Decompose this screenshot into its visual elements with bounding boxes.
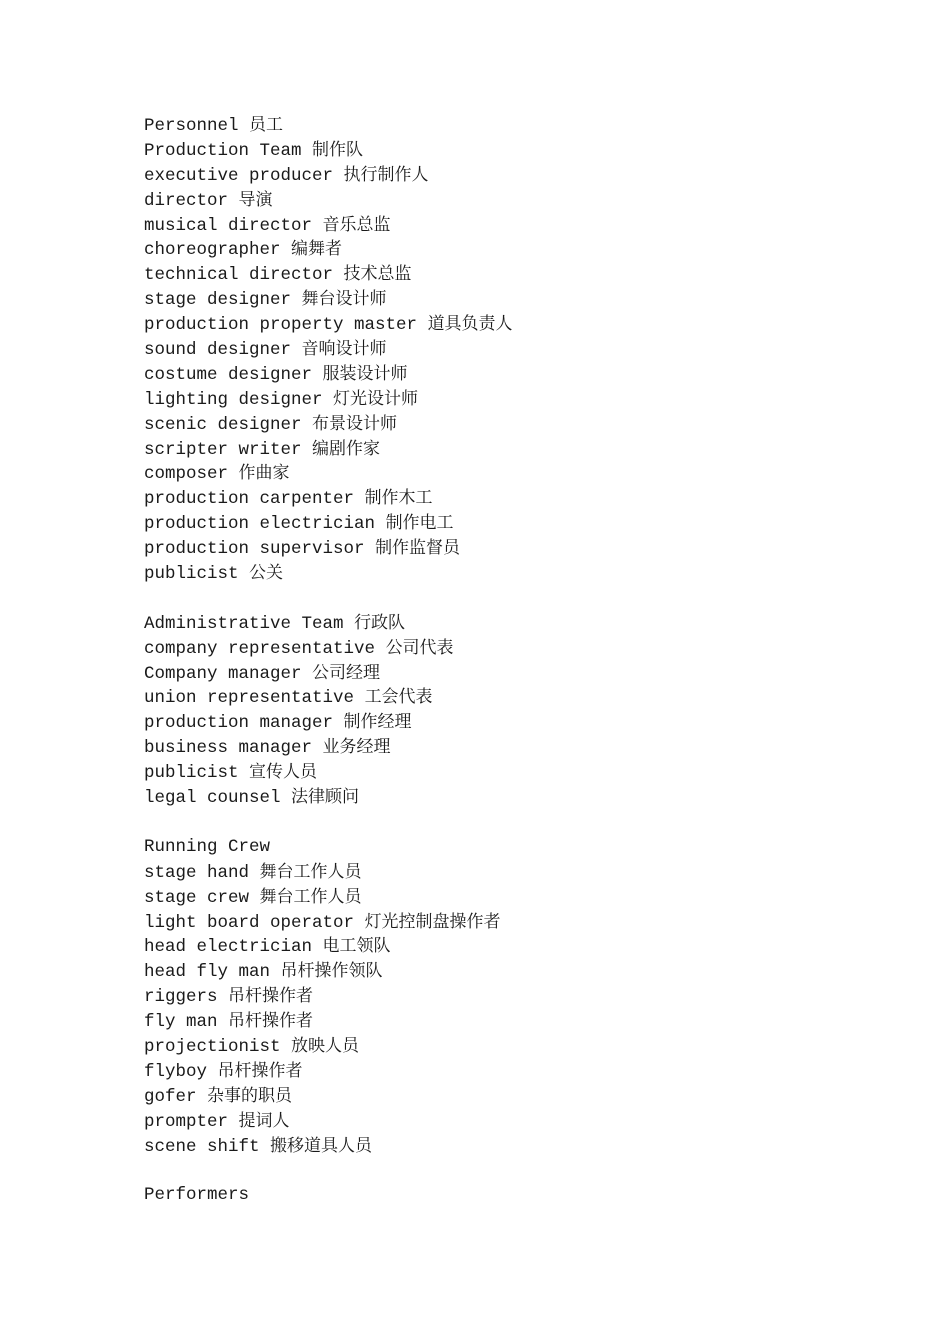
entry-term-zh: 搬移道具人员 — [270, 1135, 373, 1156]
glossary-entry — [144, 685, 924, 710]
glossary-entry — [144, 661, 924, 686]
entry-term-zh: 编剧作家 — [312, 438, 381, 459]
entry-term-zh: 服装设计师 — [322, 363, 408, 384]
entry-term-en: stage crew — [144, 887, 250, 908]
entry-term-zh: 制作监督员 — [375, 538, 461, 559]
glossary-entry — [144, 561, 924, 586]
entry-term-zh: 公关 — [249, 563, 284, 584]
entry-term-zh: 音乐总监 — [322, 214, 391, 235]
glossary-entry — [144, 188, 924, 213]
glossary-entry — [144, 710, 924, 735]
glossary-entry — [144, 1084, 924, 1109]
entry-term-zh: 法律顾问 — [291, 787, 360, 808]
glossary-entry — [144, 760, 924, 785]
glossary-entry — [144, 910, 924, 935]
glossary-entry — [144, 785, 924, 810]
glossary-entry — [144, 437, 924, 462]
sections-container — [144, 138, 924, 1208]
entry-term-zh: 电工领队 — [322, 936, 391, 957]
entry-term-zh: 业务经理 — [322, 737, 391, 758]
entry-term-zh: 舞台工作人员 — [259, 886, 362, 907]
section-heading-zh: 行政队 — [354, 612, 406, 633]
glossary-entry — [144, 934, 924, 959]
entry-term-zh: 制作经理 — [343, 712, 412, 733]
entry-term-en: legal counsel — [144, 788, 281, 809]
section-spacer — [144, 810, 924, 835]
entry-term-en: scripter writer — [144, 439, 302, 460]
glossary-entry — [144, 984, 924, 1009]
entry-term-en: publicist — [144, 564, 239, 585]
section-heading-en: Administrative Team — [144, 613, 344, 634]
entry-term-zh: 音响设计师 — [301, 339, 387, 360]
glossary-entry — [144, 735, 924, 760]
section-heading-en: Performers — [144, 1185, 250, 1206]
entry-term-zh: 制作电工 — [385, 513, 454, 534]
glossary-entry — [144, 511, 924, 536]
entry-term-zh: 作曲家 — [238, 463, 290, 484]
entry-term-zh: 制作木工 — [364, 488, 433, 509]
glossary-entry — [144, 163, 924, 188]
entry-term-zh: 放映人员 — [291, 1035, 360, 1056]
entry-term-en: flyboy — [144, 1061, 208, 1082]
entry-term-zh: 工会代表 — [364, 687, 433, 708]
entry-term-zh: 杂事的职员 — [207, 1085, 293, 1106]
glossary-entry — [144, 213, 924, 238]
entry-term-en: projectionist — [144, 1036, 281, 1057]
glossary-entry — [144, 959, 924, 984]
entry-term-en: production carpenter — [144, 489, 355, 510]
section-heading-zh: 制作队 — [312, 139, 364, 160]
glossary-entry — [144, 387, 924, 412]
entry-term-zh: 吊杆操作者 — [228, 1011, 314, 1032]
entry-term-zh: 公司代表 — [385, 637, 454, 658]
glossary-entry — [144, 1134, 924, 1159]
entry-term-en: production supervisor — [144, 539, 365, 560]
glossary-entry — [144, 312, 924, 337]
section-heading-en: Running Crew — [144, 836, 271, 857]
glossary-entry — [144, 412, 924, 437]
section-heading — [144, 138, 924, 163]
entry-term-zh: 舞台工作人员 — [259, 861, 362, 882]
section-spacer — [144, 586, 924, 611]
entry-term-en: light board operator — [144, 912, 355, 933]
glossary-entry — [144, 1034, 924, 1059]
document-title — [144, 113, 924, 138]
entry-term-zh: 公司经理 — [312, 662, 381, 683]
entry-term-en: union representative — [144, 688, 355, 709]
glossary-entry — [144, 337, 924, 362]
glossary-entry — [144, 1059, 924, 1084]
entry-term-en: riggers — [144, 987, 218, 1008]
entry-term-zh: 灯光控制盘操作者 — [364, 911, 501, 932]
entry-term-zh: 执行制作人 — [343, 164, 429, 185]
glossary-entry — [144, 262, 924, 287]
entry-term-zh: 技术总监 — [343, 264, 412, 285]
section-heading — [144, 1183, 924, 1208]
entry-term-en: production manager — [144, 713, 334, 734]
glossary-entry — [144, 1109, 924, 1134]
entry-term-en: musical director — [144, 215, 313, 236]
entry-term-en: costume designer — [144, 364, 313, 385]
entry-term-en: director — [144, 190, 229, 211]
entry-term-zh: 道具负责人 — [427, 314, 513, 335]
glossary-entry — [144, 486, 924, 511]
entry-term-zh: 吊杆操作者 — [228, 986, 314, 1007]
entry-term-en: production property master — [144, 315, 418, 336]
entry-term-zh: 吊杆操作领队 — [280, 961, 383, 982]
entry-term-zh: 导演 — [238, 189, 273, 210]
glossary-entry — [144, 1009, 924, 1034]
glossary-entry — [144, 885, 924, 910]
entry-term-zh: 舞台设计师 — [301, 289, 387, 310]
glossary-entry — [144, 461, 924, 486]
entry-term-zh: 提词人 — [238, 1110, 290, 1131]
entry-term-en: publicist — [144, 763, 239, 784]
entry-term-en: Company manager — [144, 663, 302, 684]
entry-term-en: production electrician — [144, 514, 376, 535]
glossary-entry — [144, 287, 924, 312]
section-heading-en: Production Team — [144, 140, 302, 161]
entry-term-en: stage designer — [144, 290, 292, 311]
glossary-entry — [144, 636, 924, 661]
entry-term-zh: 编舞者 — [291, 239, 343, 260]
entry-term-en: company representative — [144, 638, 376, 659]
entry-term-en: head electrician — [144, 937, 313, 958]
entry-term-en: executive producer — [144, 165, 334, 186]
glossary-entry — [144, 237, 924, 262]
entry-term-en: lighting designer — [144, 389, 323, 410]
entry-term-en: composer — [144, 464, 229, 485]
entry-term-en: stage hand — [144, 862, 250, 883]
entry-term-zh: 灯光设计师 — [333, 388, 419, 409]
section-heading — [144, 835, 924, 860]
section-heading — [144, 611, 924, 636]
glossary-entry — [144, 860, 924, 885]
entry-term-en: prompter — [144, 1111, 229, 1132]
title-en: Personnel — [144, 116, 239, 136]
entry-term-en: fly man — [144, 1012, 218, 1033]
entry-term-en: business manager — [144, 738, 313, 759]
entry-term-en: head fly man — [144, 962, 271, 983]
entry-term-zh: 宣传人员 — [249, 762, 318, 783]
entry-term-en: sound designer — [144, 340, 292, 361]
title-zh: 员工 — [249, 115, 284, 135]
entry-term-en: choreographer — [144, 240, 281, 261]
entry-term-zh: 布景设计师 — [312, 413, 398, 434]
section-spacer — [144, 1158, 924, 1183]
entry-term-zh: 吊杆操作者 — [217, 1060, 303, 1081]
entry-term-en: scene shift — [144, 1136, 260, 1157]
document-page — [144, 113, 924, 1208]
entry-term-en: technical director — [144, 265, 334, 286]
entry-term-en: gofer — [144, 1086, 197, 1107]
glossary-entry — [144, 362, 924, 387]
entry-term-en: scenic designer — [144, 414, 302, 435]
glossary-entry — [144, 536, 924, 561]
